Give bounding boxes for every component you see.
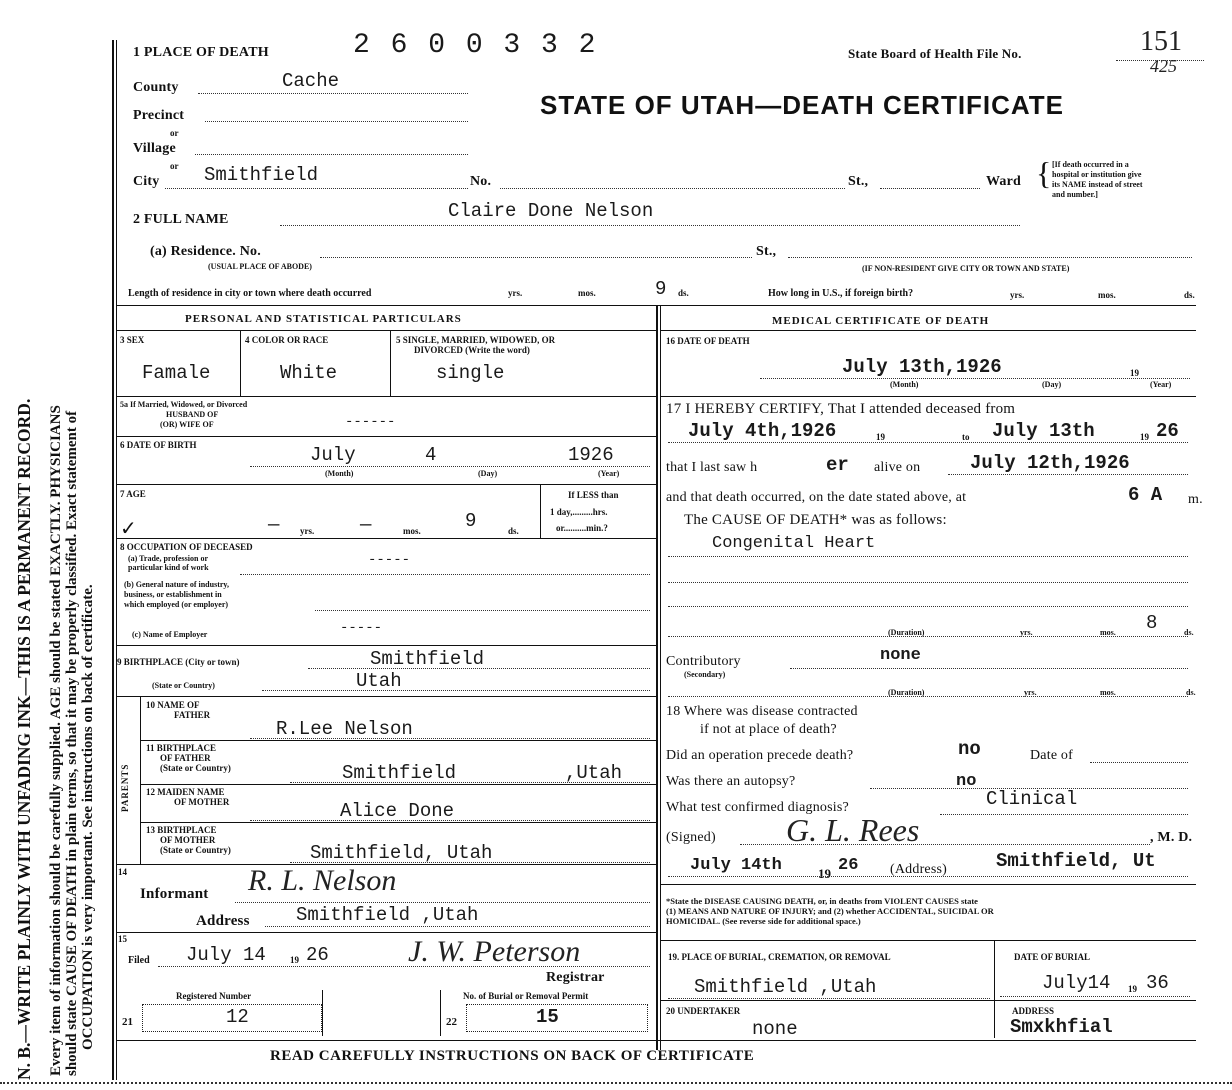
autopsy-value: no bbox=[956, 772, 977, 791]
certificate-title: STATE OF UTAH—DEATH CERTIFICATE bbox=[540, 90, 1064, 120]
burial-date-label: DATE OF BURIAL bbox=[1014, 952, 1091, 962]
cause-label: The CAUSE OF DEATH* was as follows: bbox=[684, 512, 947, 528]
spouse-label-1: 5a If Married, Widowed, or Divorced bbox=[120, 400, 248, 409]
street-no-label: No. bbox=[470, 174, 492, 189]
age-days-value: 9 bbox=[465, 510, 477, 532]
attended-to: July 13th bbox=[992, 420, 1095, 442]
attended-to-year: 26 bbox=[1156, 420, 1179, 442]
birthplace-state: Utah bbox=[356, 670, 402, 692]
registered-number: 12 bbox=[226, 1006, 249, 1028]
race-label: 4 COLOR OR RACE bbox=[245, 335, 329, 345]
ward-brace: { bbox=[1036, 155, 1052, 191]
filed-19: 19 bbox=[290, 955, 299, 965]
residence-label: (a) Residence. No. bbox=[150, 244, 261, 259]
nonresident-note: (IF NON-RESIDENT GIVE CITY OR TOWN AND STATE) bbox=[862, 264, 1070, 273]
marital-value: single bbox=[436, 362, 505, 384]
res-days-value: 9 bbox=[655, 278, 667, 300]
filed-year: 26 bbox=[306, 944, 329, 966]
registered-number-label: Registered Number bbox=[176, 991, 252, 1001]
age-check: ✓ bbox=[120, 518, 137, 540]
informant-address-label: Address bbox=[196, 913, 250, 929]
less-than-label: If LESS than bbox=[568, 490, 619, 500]
registered-number-prefix: 21 bbox=[122, 1016, 133, 1028]
duration2-mos: mos. bbox=[1100, 688, 1116, 697]
alive-on-label: alive on bbox=[874, 460, 921, 475]
burial-place-label: 19. PLACE OF BURIAL, CREMATION, OR REMOVAL bbox=[668, 952, 891, 962]
age-months-label: mos. bbox=[403, 526, 421, 536]
file-number-label: State Board of Health File No. bbox=[848, 46, 1022, 61]
time-m-label: m. bbox=[1188, 492, 1203, 507]
foreign-birth-label: How long in U.S., if foreign birth? bbox=[768, 288, 914, 299]
informant-number: 14 bbox=[118, 867, 127, 877]
informant-signature: R. L. Nelson bbox=[248, 864, 397, 897]
footer-instructions: READ CAREFULLY INSTRUCTIONS ON BACK OF CERTIFICATE bbox=[270, 1048, 755, 1064]
mother-birthplace: Smithfield, Utah bbox=[310, 842, 493, 864]
us-ds-label: ds. bbox=[1184, 290, 1195, 300]
duration-ds: ds. bbox=[1184, 628, 1194, 637]
age-years-label: yrs. bbox=[300, 526, 315, 536]
informant-address: Smithfield ,Utah bbox=[296, 904, 479, 926]
contributory-label: Contributory bbox=[666, 654, 741, 669]
dod-day-sub: (Day) bbox=[1042, 380, 1062, 389]
filed-date: July 14 bbox=[186, 944, 266, 966]
duration-days: 8 bbox=[1146, 612, 1158, 634]
or-label-1: or bbox=[170, 128, 179, 138]
side-note-1: N. B.—WRITE PLAINLY WITH UNFADING INK—THIS IS A PERMANENT RECORD. bbox=[14, 398, 34, 1080]
marital-label-2: DIVORCED (Write the word) bbox=[414, 345, 530, 355]
county-value: Cache bbox=[282, 70, 340, 92]
res-yrs-label: yrs. bbox=[508, 288, 523, 298]
marital-label-1: 5 SINGLE, MARRIED, WIDOWED, OR bbox=[396, 335, 556, 345]
cause-of-death: Congenital Heart bbox=[712, 534, 876, 553]
filed-number: 15 bbox=[118, 934, 127, 944]
mother-name: Alice Done bbox=[340, 800, 455, 822]
burial-place: Smithfield ,Utah bbox=[694, 976, 877, 998]
residence-sub: (USUAL PLACE OF ABODE) bbox=[208, 262, 312, 271]
ward-label: Ward bbox=[986, 174, 1022, 189]
duration2-yrs: yrs. bbox=[1024, 688, 1037, 697]
date-of-death: July 13th,1926 bbox=[842, 356, 1002, 378]
certify-text: 17 I HEREBY CERTIFY, That I attended deceased from bbox=[666, 401, 1016, 417]
less-hours-label: 1 day,.........hrs. bbox=[550, 507, 608, 517]
father-name-label: 10 NAME OF FATHER bbox=[146, 700, 211, 720]
full-name-label: 2 FULL NAME bbox=[133, 212, 229, 227]
or-label-2: or bbox=[170, 161, 179, 171]
test-value: Clinical bbox=[986, 788, 1078, 810]
dod-19: 19 bbox=[1130, 368, 1139, 378]
occupation-label: 8 OCCUPATION OF DECEASED bbox=[120, 542, 253, 552]
spouse-label-3: (OR) WIFE OF bbox=[160, 420, 214, 429]
occupation-industry-label: (b) General nature of industry, business, or establishment in which employed (or employer) bbox=[124, 580, 229, 609]
undertaker-label: 20 UNDERTAKER bbox=[666, 1006, 741, 1016]
disease-contracted-label: 18 Where was disease contracted bbox=[666, 704, 858, 719]
attended-19: 19 bbox=[876, 432, 885, 442]
us-mos-label: mos. bbox=[1098, 290, 1116, 300]
dod-year-sub: (Year) bbox=[1150, 380, 1172, 389]
dob-month: July bbox=[310, 444, 356, 466]
informant-label: Informant bbox=[140, 886, 209, 902]
signed-year: 26 bbox=[838, 856, 859, 875]
burial-year: 36 bbox=[1146, 972, 1169, 994]
file-number: 151 bbox=[1140, 26, 1182, 57]
undertaker-address: Smxkhfial bbox=[1010, 1016, 1113, 1038]
registrar-label: Registrar bbox=[546, 970, 605, 985]
dob-label: 6 DATE OF BIRTH bbox=[120, 440, 197, 450]
precinct-label: Precinct bbox=[133, 108, 185, 123]
time-of-death: 6 A bbox=[1128, 484, 1163, 506]
physician-address-label: (Address) bbox=[890, 862, 948, 877]
cause-instruction-note: *State the DISEASE CAUSING DEATH, or, in deaths from VIOLENT CAUSES state (1) MEANS AND NATURE OF INJURY; and (2) whether ACCIDENTAL, SUICIDAL OR HOMICIDAL. (See reverse side for additional space.) bbox=[666, 896, 994, 926]
birthplace-state-label: (State or Country) bbox=[152, 681, 215, 690]
burial-19: 19 bbox=[1128, 984, 1137, 994]
sex-label: 3 SEX bbox=[120, 335, 145, 345]
duration-label: (Duration) bbox=[888, 628, 925, 637]
age-years-value: — bbox=[268, 514, 280, 536]
registrar-signature: J. W. Peterson bbox=[408, 935, 581, 968]
spouse-value: ------ bbox=[345, 414, 396, 430]
age-label: 7 AGE bbox=[120, 489, 146, 499]
physician-signature: G. L. Rees bbox=[786, 812, 920, 848]
dob-year-sub: (Year) bbox=[598, 469, 620, 478]
duration-mos: mos. bbox=[1100, 628, 1116, 637]
dob-month-sub: (Month) bbox=[325, 469, 354, 478]
dod-month-sub: (Month) bbox=[890, 380, 919, 389]
occupation-value: ----- bbox=[368, 552, 411, 568]
physician-address: Smithfield, Ut bbox=[996, 850, 1156, 872]
occupation-trade-label: (a) Trade, profession or particular kind of work bbox=[128, 554, 209, 572]
county-label: County bbox=[133, 80, 179, 95]
duration2-ds: ds. bbox=[1186, 688, 1196, 697]
certificate-number: 2 6 0 0 3 3 2 bbox=[353, 30, 598, 61]
signed-date: July 14th bbox=[690, 856, 782, 875]
burial-permit-prefix: 22 bbox=[446, 1016, 457, 1028]
side-note-4: OCCUPATION is very important. See instructions on back of certificate. bbox=[80, 584, 96, 1050]
less-min-label: or..........min.? bbox=[556, 523, 608, 533]
age-days-label: ds. bbox=[508, 526, 519, 536]
father-name: R.Lee Nelson bbox=[276, 718, 413, 740]
last-saw-pronoun: er bbox=[826, 454, 849, 476]
spouse-label-2: HUSBAND OF bbox=[166, 410, 219, 419]
last-saw-date: July 12th,1926 bbox=[970, 452, 1130, 474]
undertaker-value: none bbox=[752, 1018, 798, 1040]
sex-value: Famale bbox=[142, 362, 211, 384]
death-occurred-text: and that death occurred, on the date stated above, at bbox=[666, 490, 967, 505]
contributory-sub: (Secondary) bbox=[684, 670, 726, 679]
city-value: Smithfield bbox=[204, 164, 319, 186]
age-months-value: — bbox=[360, 514, 372, 536]
duration-yrs: yrs. bbox=[1020, 628, 1033, 637]
birthplace-city: Smithfield bbox=[370, 648, 485, 670]
filed-label: Filed bbox=[128, 955, 150, 966]
residence-street-label: St., bbox=[756, 244, 777, 259]
city-label: City bbox=[133, 174, 160, 189]
attended-to-label: to bbox=[962, 432, 970, 442]
signed-19: 19 bbox=[818, 866, 831, 881]
street-label: St., bbox=[848, 174, 869, 189]
operation-date-label: Date of bbox=[1030, 748, 1073, 763]
employer-label: (c) Name of Employer bbox=[132, 630, 208, 639]
ward-note: [If death occurred in a hospital or institution give its NAME instead of street and number.] bbox=[1052, 160, 1143, 199]
father-birthplace-city: Smithfield bbox=[342, 762, 457, 784]
dob-day-sub: (Day) bbox=[478, 469, 498, 478]
md-label: , M. D. bbox=[1150, 830, 1193, 845]
test-label: What test confirmed diagnosis? bbox=[666, 800, 849, 815]
last-saw-text: that I last saw h bbox=[666, 460, 758, 475]
burial-permit-number: 15 bbox=[536, 1006, 559, 1028]
burial-date: July14 bbox=[1042, 972, 1111, 994]
res-ds-label: ds. bbox=[678, 288, 689, 298]
parents-label: PARENTS bbox=[120, 763, 130, 812]
autopsy-label: Was there an autopsy? bbox=[666, 774, 796, 789]
operation-label: Did an operation precede death? bbox=[666, 748, 854, 763]
dob-year: 1926 bbox=[568, 444, 614, 466]
attended-end-19: 19 bbox=[1140, 432, 1149, 442]
employer-value: ----- bbox=[340, 620, 383, 636]
village-label: Village bbox=[133, 141, 176, 156]
contributory-value: none bbox=[880, 646, 921, 665]
length-residence-label: Length of residence in city or town where death occurred bbox=[128, 288, 372, 299]
side-note-3: should state CAUSE OF DEATH in plain terms, so that it may be properly classified. Exact statement of bbox=[64, 410, 80, 1076]
attended-from: July 4th,1926 bbox=[688, 420, 837, 442]
res-mos-label: mos. bbox=[578, 288, 596, 298]
father-birthplace-state: ,Utah bbox=[565, 762, 623, 784]
us-yrs-label: yrs. bbox=[1010, 290, 1025, 300]
operation-value: no bbox=[958, 738, 981, 760]
mother-name-label: 12 MAIDEN NAME OF MOTHER bbox=[146, 787, 230, 807]
mother-birthplace-label: 13 BIRTHPLACE OF MOTHER (State or Country) bbox=[146, 825, 231, 855]
undertaker-address-label: ADDRESS bbox=[1012, 1006, 1055, 1016]
file-number-sub: 425 bbox=[1150, 56, 1177, 76]
dob-day: 4 bbox=[425, 444, 437, 466]
birthplace-label: 9 BIRTHPLACE (City or town) bbox=[117, 657, 240, 667]
side-note-2: Every item of information should be carefully supplied. AGE should be stated EXACTLY. PHYSICIANS bbox=[48, 405, 64, 1076]
father-birthplace-label: 11 BIRTHPLACE OF FATHER (State or Country) bbox=[146, 743, 231, 773]
duration2-label: (Duration) bbox=[888, 688, 925, 697]
medical-heading: MEDICAL CERTIFICATE OF DEATH bbox=[772, 315, 990, 327]
full-name-value: Claire Done Nelson bbox=[448, 200, 654, 222]
place-of-death-label: 1 PLACE OF DEATH bbox=[133, 45, 269, 60]
personal-heading: PERSONAL AND STATISTICAL PARTICULARS bbox=[185, 313, 462, 325]
disease-contracted-label-2: if not at place of death? bbox=[700, 722, 837, 737]
date-of-death-label: 16 DATE OF DEATH bbox=[666, 336, 750, 346]
burial-permit-label: No. of Burial or Removal Permit bbox=[463, 991, 589, 1001]
race-value: White bbox=[280, 362, 338, 384]
signed-label: (Signed) bbox=[666, 830, 716, 845]
